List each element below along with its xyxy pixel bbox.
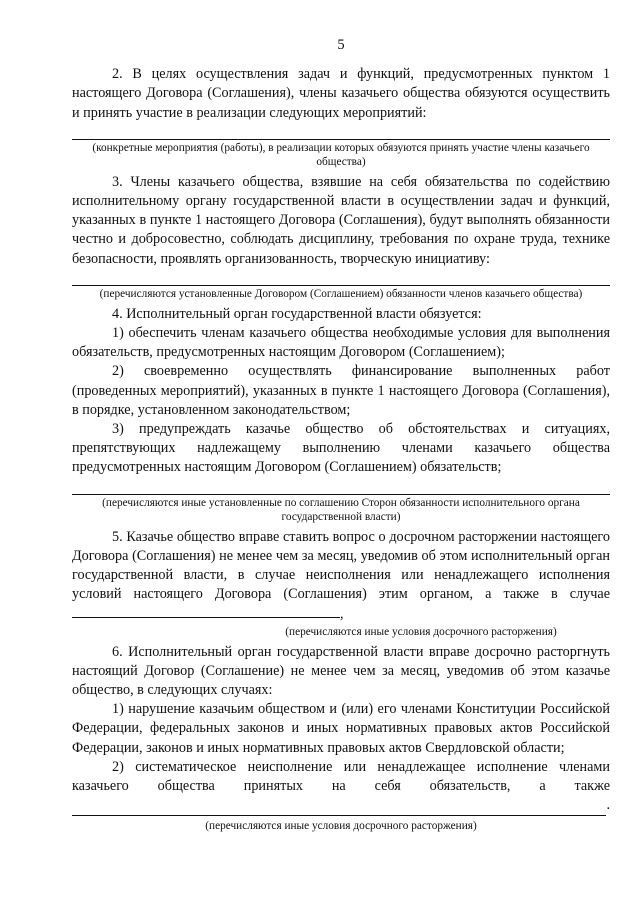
section-5-tail: , (340, 606, 344, 623)
section-6-item-2: 2) систематическое неисполнение или ненадлежащее исполнение членами казачьего общества принятых на себя обязательств, а также (72, 758, 610, 795)
section-5-text (72, 528, 610, 625)
section-5-body: 5. Казачье общество вправе ставить вопрос о досрочном расторжении настоящего Договора (Соглашения) не менее чем за месяц, уведомив об этом исполнительный орган государственной власти, в случае неисполнения или ненадлежащего исполнения условий настоящего Договора (Соглашения) этим органом, а также в случае (72, 528, 610, 603)
section-3-note: (перечисляются установленные Договором (Соглашением) обязанности членов казачьего общества) (99, 287, 583, 300)
section-2-text: 2. В целях осуществления задач и функций, предусмотренных пунктом 1 настоящего Договора (Соглашения), члены казачьего общества обязуются осуществить и принять участие в реализации следующих мероприятий: (72, 66, 610, 121)
section-4-note: (перечисляются иные установленные по соглашению Сторон обязанности исполнительного органа государственной власти) (102, 496, 580, 523)
fill-line (72, 125, 610, 140)
section-6-fill-row (72, 796, 610, 815)
section-6-text: 6. Исполнительный орган государственной власти вправе досрочно расторгнуть настоящий Договор (Соглашение) не менее чем за месяц, уведомив об этом казачье общество, в следующих случаях: (72, 643, 610, 699)
section-4-item-2: 2) своевременно осуществлять финансирование выполненных работ (проведенных мероприятий), указанных в пункте 1 настоящего Договора (Соглашения), в порядке, установленном законодательством; (72, 363, 610, 418)
section-4-item-3: 3) предупреждать казачье общество об обстоятельствах и ситуациях, препятствующих надлежащему выполнению членами казачьего общества предусмотренных настоящим Договором (Соглашением) обязательств; (72, 421, 610, 476)
section-6-tail: . (606, 797, 610, 814)
fill-line (72, 801, 606, 816)
section-4-title: 4. Исполнительный орган государственной власти обязуется: (112, 305, 482, 322)
section-4-item-1: 1) обеспечить членам казачьего общества необходимые условия для выполнения обязательств, предусмотренных настоящим Договором (Соглашением); (72, 325, 610, 361)
fill-line (72, 480, 610, 495)
section-6-item-1: 1) нарушение казачьим обществом и (или) его членами Конституции Российской Федерации, федеральных законов и иных нормативных правовых актов Российской Федерации, законов и иных нормативных правовых актов Свердловской области; (72, 701, 610, 756)
section-5-note: (перечисляются иные условия досрочного расторжения) (285, 625, 557, 638)
fill-line (72, 271, 610, 286)
section-2-note: (конкретные мероприятия (работы), в реализации которых обязуются принять участие члены казачьего общества) (92, 141, 590, 168)
page-number: 5 (337, 37, 345, 53)
section-3-text: 3. Члены казачьего общества, взявшие на себя обязательства по содействию исполнительному органу государственной власти в осуществлении задач и функций, указанных в пункте 1 настоящего Договора (Соглашения), будут выполнять обязанности честно и добросовестно, соблюдать дисциплину, требования по охране труда, технике безопасности, проявлять организованность, творческую инициативу: (72, 173, 610, 267)
fill-line (72, 604, 340, 618)
section-6-note: (перечисляются иные условия досрочного расторжения) (205, 819, 477, 832)
